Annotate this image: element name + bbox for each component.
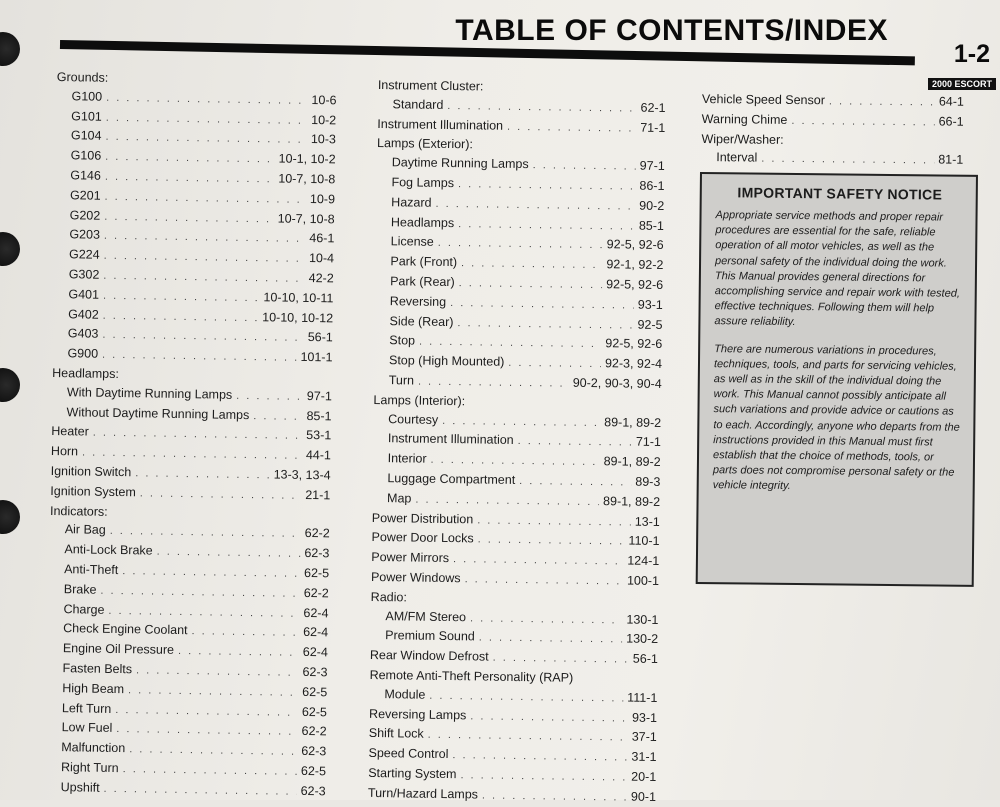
- index-entry-label: Low Fuel: [61, 720, 113, 736]
- dot-leader: [507, 117, 636, 138]
- index-entry-label: Headlamps: [390, 214, 455, 230]
- index-entry-label: Power Door Locks: [371, 530, 474, 546]
- dot-leader: [430, 451, 599, 472]
- index-entry-page: 10-1, 10-2: [278, 151, 336, 167]
- index-entry-label: Stop (High Mounted): [388, 353, 505, 369]
- index-entry-page: 97-1: [306, 388, 332, 404]
- safety-notice-paragraph-1: Appropriate service methods and proper repair procedures are essential for the safe, reliable operation of all motor vehicles, as well as the personal safety of the individual doing the work. This Manual provides general directions for accomplishing service and repair work with tested, effective techniques. Following them will help assure reliability.: [714, 209, 960, 329]
- index-entry: [702, 90, 964, 113]
- index-entry-label: Hazard: [391, 194, 432, 210]
- index-entry-page: 89-3: [635, 474, 661, 489]
- index-entry-label: Horn: [50, 444, 79, 459]
- index-entry-label: Instrument Illumination: [377, 116, 504, 133]
- index-entry-page: 89-1, 89-2: [604, 414, 662, 430]
- index-entry-page: 62-5: [301, 704, 328, 719]
- index-entry-label: License: [390, 234, 434, 250]
- dot-leader: [470, 609, 623, 630]
- index-entry-page: 100-1: [626, 573, 660, 588]
- index-entry-page: 111-1: [627, 690, 658, 705]
- index-entry-label: Rear Window Defrost: [369, 648, 489, 664]
- binder-hole-2: [0, 232, 20, 266]
- index-entry-page: 101-1: [300, 350, 333, 365]
- binder-hole-4: [0, 500, 20, 534]
- index-entry-page: 21-1: [305, 487, 331, 503]
- dot-leader: [470, 707, 628, 728]
- index-entry-label: Grounds:: [56, 69, 109, 85]
- dot-leader: [482, 786, 627, 807]
- index-entry-page: 62-4: [303, 605, 329, 620]
- dot-leader: [140, 484, 302, 505]
- dot-leader: [519, 472, 631, 492]
- index-entry-label: Brake: [63, 581, 97, 597]
- index-entry-page: 62-4: [302, 645, 328, 660]
- index-column-3: [701, 90, 964, 171]
- dot-leader: [479, 629, 623, 650]
- index-entry-label: Upshift: [60, 779, 100, 795]
- index-entry-label: Premium Sound: [385, 628, 475, 644]
- dot-leader: [105, 148, 275, 169]
- index-entry-page: 13-1: [634, 514, 660, 529]
- index-entry-page: 62-3: [300, 783, 326, 798]
- index-entry-label: G203: [69, 227, 101, 243]
- index-entry-page: 93-1: [637, 297, 663, 312]
- index-entry-label: Remote Anti-Theft Personality (RAP): [369, 667, 574, 685]
- dot-leader: [116, 720, 298, 742]
- dot-leader: [461, 254, 603, 275]
- index-entry-label: Warning Chime: [701, 111, 788, 127]
- index-entry-page: 62-2: [303, 585, 329, 601]
- index-entry-label: With Daytime Running Lamps: [66, 384, 233, 402]
- index-entry-label: Instrument Illumination: [387, 431, 514, 448]
- index-entry-label: Reversing Lamps: [369, 706, 467, 722]
- dot-leader: [761, 150, 934, 171]
- index-entry-page: 10-10, 10-12: [262, 309, 334, 325]
- dot-leader: [419, 333, 602, 354]
- binder-hole-3: [0, 368, 20, 402]
- index-entry-page: 44-1: [305, 448, 332, 463]
- index-entry-label: Air Bag: [64, 522, 106, 538]
- index-entry-label: Headlamps:: [52, 365, 120, 381]
- dot-leader: [178, 642, 299, 663]
- index-entry-page: 89-1, 89-2: [603, 454, 661, 470]
- dot-leader: [435, 195, 635, 217]
- index-entry-page: 10-6: [311, 92, 337, 108]
- index-entry-label: Fog Lamps: [391, 175, 455, 191]
- index-entry-page: 85-1: [306, 408, 332, 423]
- index-entry-page: 10-10, 10-11: [263, 290, 334, 306]
- index-entry-label: Luggage Compartment: [387, 471, 516, 487]
- dot-leader: [508, 354, 601, 374]
- index-entry-page: 62-5: [302, 684, 328, 700]
- dot-leader: [428, 726, 628, 748]
- dot-leader: [452, 746, 627, 767]
- index-entry-page: 62-4: [303, 625, 329, 640]
- dot-leader: [106, 108, 308, 130]
- index-entry-label: Ignition Switch: [50, 463, 132, 480]
- index-entry-page: 86-1: [639, 178, 665, 193]
- index-entry-label: Starting System: [368, 765, 457, 782]
- index-entry-label: G104: [70, 128, 102, 144]
- index-entry-page: 64-1: [938, 94, 964, 109]
- dot-leader: [106, 89, 308, 111]
- index-entry-page: 92-5, 92-6: [606, 277, 664, 292]
- index-entry-page: 56-1: [632, 651, 658, 667]
- dot-leader: [103, 267, 305, 289]
- index-entry-label: Side (Rear): [389, 313, 454, 329]
- dot-leader: [129, 740, 297, 761]
- page-title: TABLE OF CONTENTS/INDEX: [455, 14, 888, 47]
- dot-leader: [459, 274, 603, 295]
- vehicle-subtitle: 2000 ESCORT: [928, 78, 996, 90]
- dot-leader: [123, 760, 298, 782]
- index-entry-page: 56-1: [307, 330, 333, 345]
- dot-leader: [478, 531, 625, 552]
- index-entry-page: 110-1: [628, 533, 660, 549]
- index-entry-label: Stop: [389, 333, 416, 348]
- dot-leader: [104, 188, 306, 210]
- safety-notice-paragraph-2: There are numerous variations in procedures, techniques, tools, and parts for servicing vehicles, as well as in the skill of the individual doing the work. This Manual cannot possibly anticipate all such variations and provide advice or cautions as to each. Accordingly, anyone who departs from the instructions provided in this Manual must first establish that the choice of methods, tools, or parts does not compromise personal safety or the vehicle integrity.: [712, 342, 960, 493]
- dot-leader: [122, 562, 300, 584]
- dot-leader: [103, 287, 260, 308]
- safety-notice-title: IMPORTANT SAFETY NOTICE: [737, 184, 943, 203]
- index-entry-label: G900: [67, 346, 99, 361]
- index-entry-page: 53-1: [306, 428, 332, 443]
- dot-leader: [458, 215, 635, 236]
- dot-leader: [100, 581, 300, 603]
- dot-leader: [104, 227, 306, 249]
- index-entry-page: 89-1, 89-2: [603, 493, 661, 509]
- index-entry-label: Power Mirrors: [371, 550, 450, 566]
- index-entry-label: High Beam: [62, 680, 125, 696]
- index-entry-label: Anti-Theft: [64, 562, 119, 577]
- index-entry-label: Without Daytime Running Lamps: [66, 404, 250, 422]
- index-entry-page: 37-1: [631, 729, 657, 745]
- dot-leader: [829, 92, 935, 112]
- index-entry-page: 62-2: [301, 724, 327, 739]
- dot-leader: [418, 373, 569, 394]
- dot-leader: [457, 314, 633, 335]
- index-entry-label: G401: [68, 286, 100, 302]
- index-entry-label: G403: [67, 326, 99, 342]
- index-entry-page: 10-7, 10-8: [277, 211, 335, 226]
- index-entry-label: G146: [70, 168, 102, 183]
- index-entry-label: Heater: [51, 424, 89, 439]
- index-entry-page: 20-1: [631, 769, 657, 784]
- index-entry-page: 31-1: [631, 749, 657, 765]
- index-entry-label: Right Turn: [60, 760, 119, 775]
- index-entry-label: Park (Front): [390, 254, 458, 270]
- index-entry-page: 10-9: [309, 191, 336, 207]
- index-entry-page: 10-2: [311, 112, 337, 127]
- dot-leader: [464, 570, 623, 591]
- index-entry-page: 92-1, 92-2: [606, 257, 664, 273]
- index-entry-label: Interior: [387, 451, 427, 466]
- index-entry-label: Courtesy: [388, 411, 439, 427]
- index-entry-page: 62-3: [301, 744, 327, 759]
- index-entry-label: Charge: [63, 601, 105, 617]
- dot-leader: [102, 346, 297, 368]
- index-entry-page: 62-3: [302, 664, 328, 680]
- index-entry-label: G106: [70, 148, 102, 163]
- index-entry-label: Map: [387, 490, 412, 506]
- dot-leader: [103, 306, 259, 327]
- index-entry-page: 71-1: [635, 434, 662, 450]
- dot-leader: [450, 294, 634, 315]
- dot-leader: [253, 407, 303, 427]
- index-entry-label: Lamps (Exterior):: [376, 136, 474, 152]
- index-entry-label: Speed Control: [368, 746, 449, 762]
- index-entry-page: 46-1: [309, 231, 335, 246]
- binder-hole-1: [0, 32, 20, 66]
- index-entry-label: G302: [68, 267, 100, 282]
- index-entry-page: 62-1: [640, 100, 666, 115]
- dot-leader: [518, 432, 632, 452]
- index-entry-page: 130-1: [626, 612, 659, 627]
- index-entry-label: Anti-Lock Brake: [64, 542, 153, 558]
- index-entry-label: Lamps (Interior):: [373, 392, 466, 408]
- index-entry-label: G101: [71, 108, 102, 124]
- index-entry-label: Malfunction: [61, 740, 126, 756]
- index-entry-page: 66-1: [938, 114, 964, 129]
- index-entry-label: Turn: [388, 373, 415, 388]
- index-entry-page: 62-5: [303, 565, 330, 581]
- index-entry-page: 124-1: [627, 553, 660, 569]
- index-entry-page: 10-3: [310, 132, 337, 147]
- dot-leader: [533, 156, 636, 176]
- dot-leader: [104, 207, 274, 228]
- index-entry-label: Power Windows: [370, 569, 461, 586]
- index-entry-label: Wiper/Washer:: [701, 131, 784, 147]
- index-entry-page: 92-5, 92-6: [606, 237, 664, 253]
- dot-leader: [103, 780, 296, 802]
- index-entry-label: Engine Oil Pressure: [62, 641, 175, 658]
- index-entry-label: G224: [68, 247, 100, 262]
- index-entry-page: 92-3, 92-4: [604, 356, 663, 372]
- dot-leader: [102, 326, 304, 348]
- index-entry-label: Power Distribution: [371, 510, 474, 526]
- index-entry-page: 71-1: [640, 120, 666, 135]
- safety-notice-box: [696, 172, 978, 587]
- dot-leader: [460, 766, 627, 787]
- index-entry-label: G201: [69, 188, 101, 203]
- index-entry-label: G402: [68, 306, 99, 322]
- index-entry-label: Instrument Cluster:: [377, 77, 484, 94]
- dot-leader: [135, 464, 270, 485]
- dot-leader: [493, 649, 629, 670]
- index-entry-label: Module: [384, 686, 426, 702]
- dot-leader: [191, 622, 299, 642]
- index-entry-label: Daytime Running Lamps: [391, 155, 529, 172]
- dot-leader: [458, 175, 636, 196]
- index-entry-page: 10-7, 10-8: [278, 171, 336, 187]
- dot-leader: [415, 490, 599, 511]
- dot-leader: [128, 681, 298, 702]
- index-column-2: [368, 76, 666, 807]
- index-entry-label: G100: [71, 89, 103, 104]
- index-entry-page: 90-2, 90-3, 90-4: [572, 375, 662, 391]
- dot-leader: [105, 168, 275, 189]
- index-entry-label: Turn/Hazard Lamps: [367, 785, 479, 802]
- index-entry-label: AM/FM Stereo: [385, 608, 467, 624]
- index-entry-label: Check Engine Coolant: [63, 621, 188, 638]
- index-entry: [701, 148, 963, 171]
- dot-leader: [438, 234, 603, 255]
- dot-leader: [156, 543, 300, 564]
- index-entry-label: Interval: [716, 150, 758, 165]
- index-entry-label: Standard: [392, 97, 444, 112]
- index-entry-page: 90-2: [639, 198, 665, 213]
- page-number: 1-2: [953, 40, 990, 68]
- index-entry-page: 93-1: [631, 710, 658, 725]
- index-entry-page: 97-1: [639, 158, 665, 174]
- dot-leader: [103, 247, 305, 269]
- index-entry-label: Park (Rear): [390, 274, 455, 290]
- index-entry-label: Left Turn: [61, 700, 112, 716]
- index-entry-page: 62-5: [300, 763, 327, 779]
- index-entry-label: Fasten Belts: [62, 661, 133, 677]
- index-entry-page: 42-2: [308, 270, 334, 286]
- index-entry-page: 62-3: [304, 546, 330, 561]
- index-entry-label: G202: [69, 207, 101, 223]
- dot-leader: [453, 550, 623, 571]
- index-column-1: [46, 68, 337, 802]
- index-entry-label: Shift Lock: [368, 726, 424, 741]
- dot-leader: [477, 511, 631, 532]
- index-entry-page: 62-2: [304, 526, 330, 541]
- dot-leader: [93, 424, 303, 446]
- index-entry-page: 81-1: [938, 152, 964, 168]
- dot-leader: [442, 411, 600, 432]
- index-entry-label: Indicators:: [49, 503, 108, 519]
- index-entry: [702, 110, 964, 133]
- dot-leader: [115, 700, 298, 722]
- index-entry-label: Radio:: [370, 589, 407, 605]
- dot-leader: [236, 387, 303, 407]
- index-entry-page: 85-1: [638, 218, 665, 233]
- index-entry-label: Reversing: [389, 293, 447, 309]
- index-entry-page: 92-5, 92-6: [605, 336, 663, 352]
- dot-leader: [136, 661, 299, 682]
- dot-leader: [105, 128, 307, 150]
- index-entry-page: 90-1: [630, 789, 657, 804]
- index-entry: [368, 784, 656, 807]
- index-entry-page: 130-2: [626, 631, 659, 647]
- index-entry-page: 13-3, 13-4: [273, 467, 331, 483]
- index-entry-page: 10-4: [308, 251, 335, 266]
- dot-leader: [791, 112, 934, 132]
- index-entry-label: Vehicle Speed Sensor: [701, 91, 825, 108]
- index-entry-page: 92-5: [637, 317, 663, 332]
- index-entry-label: Ignition System: [50, 483, 136, 500]
